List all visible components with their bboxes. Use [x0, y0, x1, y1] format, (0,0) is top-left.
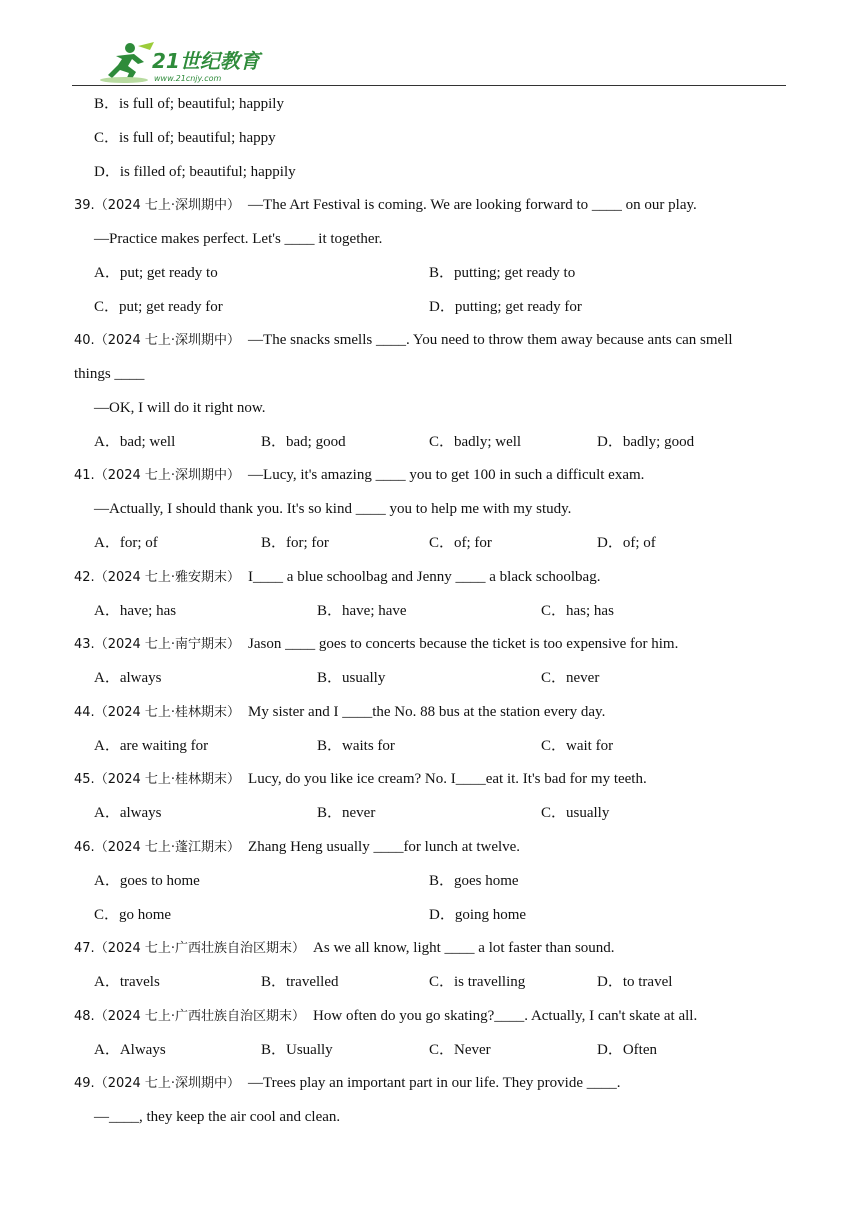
- q41-option-a[interactable]: A．for; of: [94, 535, 158, 551]
- q47-option-b[interactable]: B．travelled: [261, 974, 339, 990]
- q43-option-b[interactable]: B．usually: [317, 670, 386, 686]
- runner-icon: [100, 42, 154, 83]
- question-49: 49.（2024 七上·深圳期中） —Trees play an important part in our life. They provide ____.: [74, 1075, 621, 1091]
- q44-option-a[interactable]: A．are waiting for: [94, 738, 209, 754]
- q40-option-b[interactable]: B．bad; good: [261, 434, 346, 450]
- question-45: 45.（2024 七上·桂林期末） Lucy, do you like ice cream? No. I____eat it. It's bad for my teeth.: [74, 771, 647, 787]
- option-b-prev: B．is full of; beautiful; happily: [94, 96, 284, 112]
- header-divider: [72, 85, 786, 86]
- q42-option-a[interactable]: A．have; has: [94, 603, 177, 619]
- q40-option-c[interactable]: C．badly; well: [429, 434, 522, 450]
- option-d-prev: D．is filled of; beautiful; happily: [94, 164, 296, 180]
- q48-option-c[interactable]: C．Never: [429, 1042, 491, 1058]
- question-48: 48.（2024 七上·广西壮族自治区期末） How often do you go skating?____. Actually, I can't skate at all.: [74, 1008, 698, 1024]
- question-49-reply: —____, they keep the air cool and clean.: [94, 1109, 341, 1125]
- q44-option-b[interactable]: B．waits for: [317, 738, 395, 754]
- logo-url: www.21cnjy.com: [154, 74, 222, 83]
- question-40-cont: things ____: [74, 366, 145, 382]
- page-header: [72, 38, 786, 86]
- q41-option-d[interactable]: D．of; of: [597, 535, 656, 551]
- q46-option-b[interactable]: B．goes home: [429, 873, 519, 889]
- question-42: 42.（2024 七上·雅安期末） I____ a blue schoolbag and Jenny ____ a black schoolbag.: [74, 569, 601, 585]
- q40-option-a[interactable]: A．bad; well: [94, 434, 176, 450]
- q41-option-c[interactable]: C．of; for: [429, 535, 492, 551]
- logo: [94, 40, 264, 84]
- q43-option-a[interactable]: A．always: [94, 670, 162, 686]
- q42-option-c[interactable]: C．has; has: [541, 603, 614, 619]
- q45-option-a[interactable]: A．always: [94, 805, 162, 821]
- q42-option-b[interactable]: B．have; have: [317, 603, 407, 619]
- q48-option-b[interactable]: B．Usually: [261, 1042, 333, 1058]
- question-41-reply: —Actually, I should thank you. It's so kind ____ you to help me with my study.: [94, 501, 572, 517]
- question-43: 43.（2024 七上·南宁期末） Jason ____ goes to concerts because the ticket is too expensive for him.: [74, 636, 679, 652]
- question-44: 44.（2024 七上·桂林期末） My sister and I ____the No. 88 bus at the station every day.: [74, 704, 606, 720]
- q45-option-b[interactable]: B．never: [317, 805, 376, 821]
- q48-option-a[interactable]: A．Always: [94, 1042, 166, 1058]
- q39-option-b[interactable]: B．putting; get ready to: [429, 265, 576, 281]
- option-c-prev: C．is full of; beautiful; happy: [94, 130, 276, 146]
- logo-text: 21世纪教育: [152, 49, 260, 73]
- q44-option-c[interactable]: C．wait for: [541, 738, 614, 754]
- q39-option-d[interactable]: D．putting; get ready for: [429, 299, 582, 315]
- q40-option-d[interactable]: D．badly; good: [597, 434, 695, 450]
- question-41: 41.（2024 七上·深圳期中） —Lucy, it's amazing ____ you to get 100 in such a difficult exam.: [74, 467, 645, 483]
- question-39: 39.（2024 七上·深圳期中） —The Art Festival is coming. We are looking forward to ____ on our play.: [74, 197, 697, 213]
- q48-option-d[interactable]: D．Often: [597, 1042, 657, 1058]
- q39-option-c[interactable]: C．put; get ready for: [94, 299, 223, 315]
- question-46: 46.（2024 七上·蓬江期末） Zhang Heng usually ____for lunch at twelve.: [74, 839, 521, 855]
- q47-option-c[interactable]: C．is travelling: [429, 974, 526, 990]
- q46-option-d[interactable]: D．going home: [429, 907, 527, 923]
- q46-option-c[interactable]: C．go home: [94, 907, 172, 923]
- q39-option-a[interactable]: A．put; get ready to: [94, 265, 218, 281]
- q47-option-a[interactable]: A．travels: [94, 974, 160, 990]
- question-40: 40.（2024 七上·深圳期中） —The snacks smells ____. You need to throw them away because ants can smell: [74, 332, 733, 348]
- q45-option-c[interactable]: C．usually: [541, 805, 610, 821]
- q41-option-b[interactable]: B．for; for: [261, 535, 329, 551]
- question-40-reply: —OK, I will do it right now.: [94, 400, 266, 416]
- question-39-reply: —Practice makes perfect. Let's ____ it together.: [94, 231, 383, 247]
- q46-option-a[interactable]: A．goes to home: [94, 873, 200, 889]
- q47-option-d[interactable]: D．to travel: [597, 974, 673, 990]
- q43-option-c[interactable]: C．never: [541, 670, 600, 686]
- question-47: 47.（2024 七上·广西壮族自治区期末） As we all know, light ____ a lot faster than sound.: [74, 940, 615, 956]
